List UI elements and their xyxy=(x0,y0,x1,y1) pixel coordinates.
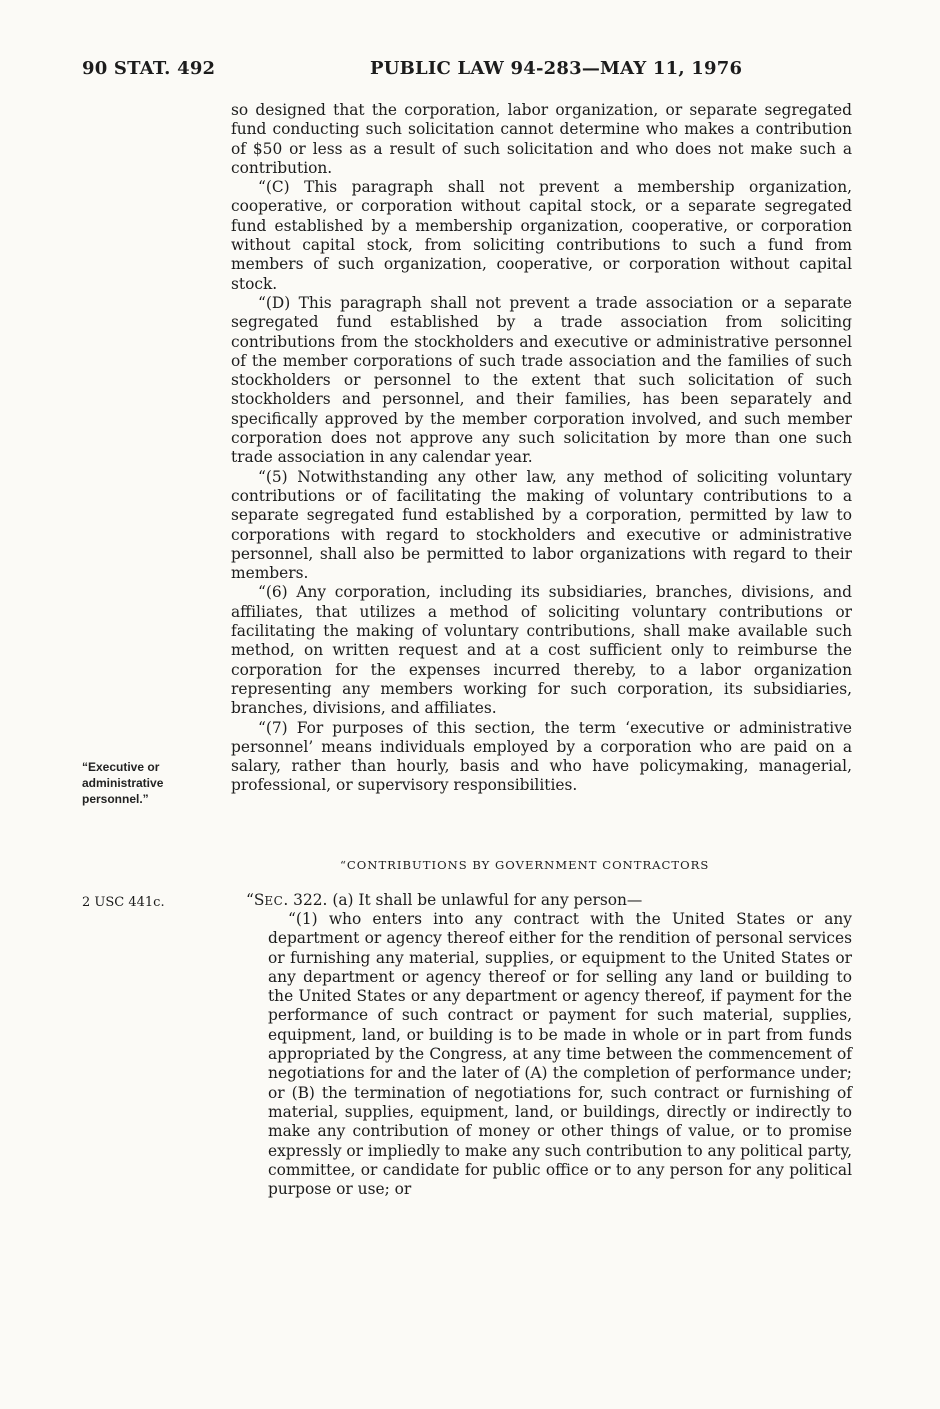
paragraph-d: “(D) This paragraph shall not prevent a trade association or a separate segregated fund established by a trade association from soliciting contributions from the stockholders and executive or administrative personnel of the member corporations of such trade association and the families of such stockholders or personnel to the extent that such solicitation of such stockholders and personnel, and their families, has been separately and specifically approved by the member corporation involved, and such member corporation does not approve any such solicitation by more than one such trade association in any calendar year. xyxy=(231,293,852,467)
paragraph-continued: so designed that the corporation, labor organization, or separate segregated fund conducting such solicitation cannot determine who makes a contribution of $50 or less as a result of such solicitation and who does not make such a contribution. xyxy=(231,101,852,177)
paragraph-5: “(5) Notwithstanding any other law, any method of soliciting voluntary contributions or of facilitating the making of voluntary contributions to a separate segregated fund established by a corporation, permitted by law to corporations with regard to stockholders and executive or administrative personnel, shall also be permitted to labor organizations with regard to their members. xyxy=(231,467,852,583)
page-header xyxy=(82,58,842,84)
usc-citation: 2 USC 441c. xyxy=(82,895,165,910)
paragraph-6: “(6) Any corporation, including its subsidiaries, branches, divisions, and affiliates, that utilizes a method of soliciting voluntary contributions or facilitating the making of voluntary contributions, shall make available such method, on written request and at a cost sufficient only to reimburse the corporation for the expenses incurred thereby, to a labor organization representing any members working for such corporation, its subsidiaries, branches, divisions, and affiliates. xyxy=(231,583,852,718)
margin-note-executive xyxy=(82,759,163,807)
paragraph-c: “(C) This paragraph shall not prevent a membership organization, cooperative, or corporation without capital stock, or a separate segregated fund established by a membership organization, cooperative, or corporation without capital stock, from soliciting contributions to such a fund from members of such organization, cooperative, or corporation without capital stock. xyxy=(231,178,852,293)
clause-1-text: “(1) who enters into any contract with the United States or any department or agency thereof either for the rendition of personal services or furnishing any material, supplies, or equipment to the United States or any department or agency thereof or for selling any land or building to the United States or any department or agency thereof, if payment for the performance of such contract or payment for such material, supplies, equipment, land, or building is to be made in whole or in part from funds appropriated by the Congress, at any time between the commencement of negotiations for and the later of (A) the completion of performance under; or (B) the termination of negotiations for, such contract or furnishing of material, supplies, equipment, land, or buildings, directly or indirectly to make any contribution of money or other things of value, or to promise expressly or impliedly to make any such contribution to any political party, committee, or candidate for public office or to any person for any political purpose or use; or xyxy=(268,910,852,1199)
sec-smallcaps: EC xyxy=(264,894,284,908)
margin-note-line: “Executive or xyxy=(82,760,160,774)
section-322-intro xyxy=(246,891,852,911)
statute-page-number: 90 STAT. 492 xyxy=(82,58,216,79)
sec-prefix: “S xyxy=(246,891,265,909)
law-title: PUBLIC LAW 94-283—MAY 11, 1976 xyxy=(370,58,743,79)
clause-1 xyxy=(268,910,852,1199)
sec-rest: . 322. (a) It shall be unlawful for any person— xyxy=(283,891,643,909)
section-heading: “CONTRIBUTIONS BY GOVERNMENT CONTRACTORS xyxy=(340,858,710,872)
paragraph-7: “(7) For purposes of this section, the term ‘executive or administrative personnel’ means individuals employed by a corporation who are paid on a salary, rather than hourly, basis and who have policymaking, managerial, professional, or supervisory responsibilities. xyxy=(231,718,852,795)
body-text xyxy=(231,101,852,796)
margin-note-line: personnel.” xyxy=(82,792,149,806)
margin-note-line: administrative xyxy=(82,776,164,790)
